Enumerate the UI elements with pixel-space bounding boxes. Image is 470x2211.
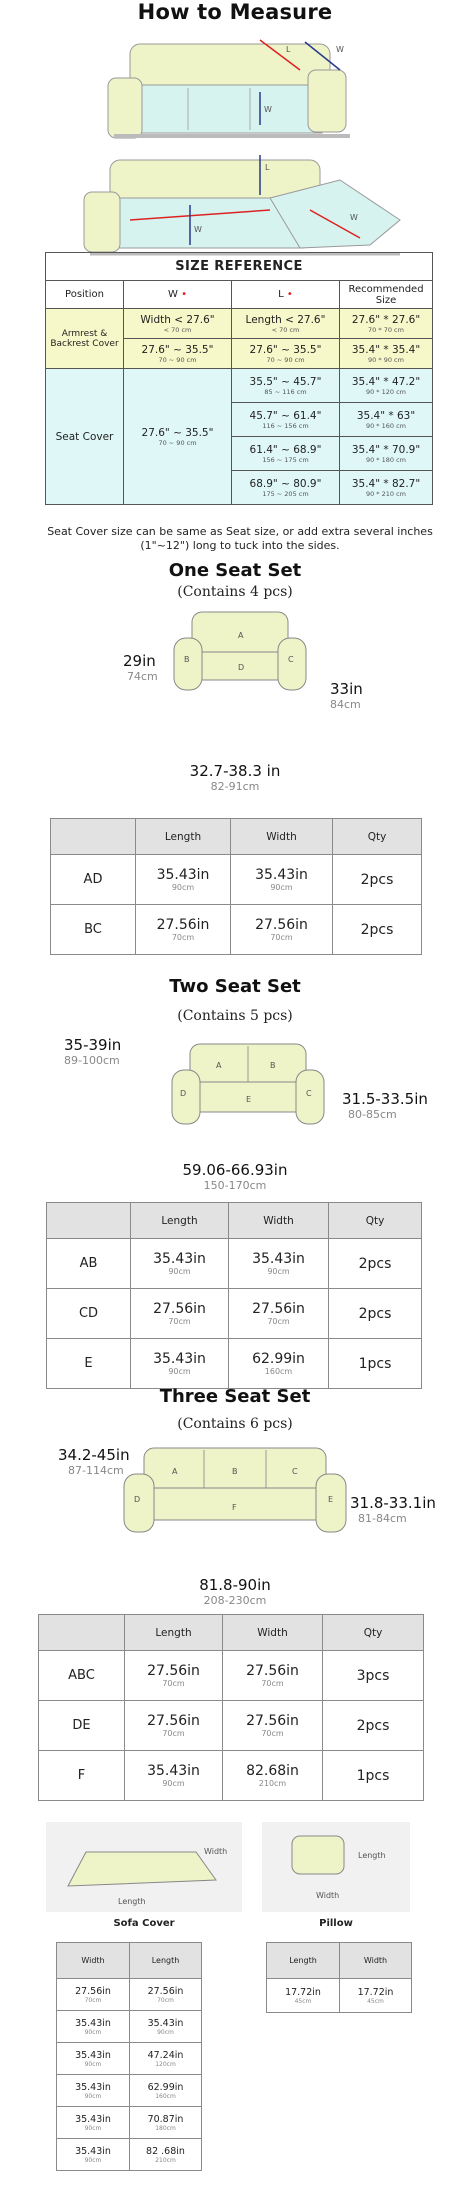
part-a: A — [172, 1467, 178, 1476]
sofa-cover-panel — [46, 1822, 242, 1912]
seat-row-l: 35.5" ~ 45.7" 85 ~ 116 cm — [232, 369, 340, 403]
part-b: B — [270, 1061, 276, 1070]
table-row: AD 35.43in 90cm 35.43in 90cm 2pcs — [51, 855, 422, 905]
part-a: A — [216, 1061, 222, 1070]
seat-width: 27.6" ~ 35.5" 70 ~ 90 cm — [124, 369, 232, 505]
one-seat-right-in: 33in — [330, 680, 363, 698]
header-length: Length — [267, 1943, 340, 1979]
arm-row-l: 27.6" ~ 35.5" 70 ~ 90 cm — [232, 339, 340, 369]
sofa-cover-caption: Sofa Cover — [113, 1918, 175, 1929]
diagram-label-l: L — [286, 45, 291, 54]
col-width: W • — [124, 281, 232, 309]
part-c: C — [306, 1089, 312, 1098]
three-seat-table — [38, 1614, 424, 1801]
three-seat-measure-diagram — [100, 30, 380, 150]
header-qty: Qty — [333, 819, 422, 855]
pillow-caption: Pillow — [319, 1918, 353, 1929]
one-seat-bottom-cm: 82-91cm — [210, 780, 260, 793]
table-row: DE 27.56in 70cm 27.56in 70cm 2pcs — [39, 1701, 424, 1751]
size-reference-table — [45, 252, 433, 505]
table-row: 35.43in 90cm 35.43in 90cm — [57, 2011, 202, 2043]
three-seat-title: Three Seat Set — [159, 1386, 311, 1407]
sofa-cover-width-label: Width — [204, 1847, 228, 1856]
table-row: ABC 27.56in 70cm 27.56in 70cm 3pcs — [39, 1651, 424, 1701]
seat-row-r: 35.4" * 82.7" 90 * 210 cm — [340, 471, 433, 505]
col-length: L • — [232, 281, 340, 309]
table-row: 35.43in 90cm 47.24in 120cm — [57, 2043, 202, 2075]
one-seat-right-cm: 84cm — [330, 698, 361, 711]
seat-row-l: 68.9" ~ 80.9" 175 ~ 205 cm — [232, 471, 340, 505]
two-seat-subtitle: (Contains 5 pcs) — [177, 1008, 293, 1024]
two-seat-left-cm: 89-100cm — [64, 1054, 120, 1067]
table-row: E 35.43in 90cm 62.99in 160cm 1pcs — [47, 1339, 422, 1389]
three-seat-right-in: 31.8-33.1in — [350, 1494, 436, 1512]
diagram2-label-l: L — [265, 163, 270, 172]
header-length: Length — [125, 1615, 223, 1651]
three-seat-right-cm: 81-84cm — [358, 1512, 407, 1525]
header-width: Width — [340, 1943, 412, 1979]
seat-row-l: 61.4" ~ 68.9" 156 ~ 175 cm — [232, 437, 340, 471]
table-row: 17.72in 45cm 17.72in 45cm — [267, 1979, 412, 2013]
table-row: CD 27.56in 70cm 27.56in 70cm 2pcs — [47, 1289, 422, 1339]
header-width: Width — [229, 1203, 329, 1239]
seat-cover-note: Seat Cover size can be same as Seat size, or add extra several inches (1"~12") long to tuck into the sides. — [47, 525, 433, 552]
one-seat-left-cm: 74cm — [127, 670, 158, 683]
two-seat-table — [46, 1202, 422, 1389]
part-d: D — [238, 663, 245, 672]
armrest-label: Armrest & Backrest Cover — [46, 309, 124, 369]
one-seat-title: One Seat Set — [168, 560, 302, 581]
arm-row-r: 27.6" * 27.6" 70 * 70 cm — [340, 309, 433, 339]
one-seat-sofa-illustration — [170, 608, 310, 698]
one-seat-bottom-in: 32.7-38.3 in — [189, 762, 281, 780]
one-seat-left-in: 29in — [123, 652, 156, 670]
two-seat-title: Two Seat Set — [169, 976, 301, 997]
header-qty: Qty — [329, 1203, 422, 1239]
pillow-panel — [262, 1822, 410, 1912]
seat-row-r: 35.4" * 47.2" 90 * 120 cm — [340, 369, 433, 403]
header-length: Length — [136, 819, 231, 855]
part-f: F — [232, 1503, 237, 1512]
two-seat-bottom-cm: 150-170cm — [203, 1179, 267, 1192]
sectional-measure-diagram — [70, 150, 410, 260]
header-width: Width — [223, 1615, 323, 1651]
three-seat-bottom-in: 81.8-90in — [199, 1576, 271, 1594]
part-c: C — [288, 655, 294, 664]
header-length: Length — [131, 1203, 229, 1239]
two-seat-right-in: 31.5-33.5in — [342, 1090, 428, 1108]
seat-row-r: 35.4" * 63" 90 * 160 cm — [340, 403, 433, 437]
one-seat-subtitle: (Contains 4 pcs) — [177, 584, 293, 600]
table-row: 35.43in 90cm 62.99in 160cm — [57, 2075, 202, 2107]
table-row: BC 27.56in 70cm 27.56in 70cm 2pcs — [51, 905, 422, 955]
page-title: How to Measure — [137, 0, 333, 24]
sofa-cover-table — [56, 1942, 202, 2171]
pillow-icon — [262, 1822, 410, 1912]
size-reference-title: SIZE REFERENCE — [46, 253, 433, 281]
header-width: Width — [231, 819, 333, 855]
part-c: C — [292, 1467, 298, 1476]
three-seat-left-in: 34.2-45in — [58, 1446, 130, 1464]
diagram-label-w-seat: W — [264, 105, 272, 114]
table-row: 35.43in 90cm 82 .68in 210cm — [57, 2139, 202, 2171]
header-length: Length — [130, 1943, 202, 1979]
two-seat-right-cm: 80-85cm — [348, 1108, 397, 1121]
pillow-table — [266, 1942, 412, 2013]
diagram-label-w: W — [336, 45, 344, 54]
part-d: D — [134, 1495, 141, 1504]
part-d: D — [180, 1089, 187, 1098]
table-row: 35.43in 90cm 70.87in 180cm — [57, 2107, 202, 2139]
arm-row-w: 27.6" ~ 35.5" 70 ~ 90 cm — [124, 339, 232, 369]
header-blank — [39, 1615, 125, 1651]
three-seat-bottom-cm: 208-230cm — [203, 1594, 267, 1607]
arm-row-r: 35.4" * 35.4" 90 * 90 cm — [340, 339, 433, 369]
one-seat-table — [50, 818, 422, 955]
two-seat-sofa-illustration — [168, 1040, 328, 1130]
col-position: Position — [46, 281, 124, 309]
part-a: A — [238, 631, 244, 640]
header-blank — [51, 819, 136, 855]
diagram2-label-w2: W — [350, 213, 358, 222]
pillow-length-label: Length — [358, 1851, 386, 1860]
part-e: E — [328, 1495, 334, 1504]
header-blank — [47, 1203, 131, 1239]
part-b: B — [232, 1467, 238, 1476]
sofa-cover-icon — [46, 1822, 242, 1912]
arm-row-w: Width < 27.6" < 70 cm — [124, 309, 232, 339]
three-seat-sofa-illustration — [120, 1444, 350, 1540]
seat-row-l: 45.7" ~ 61.4" 116 ~ 156 cm — [232, 403, 340, 437]
table-row: F 35.43in 90cm 82.68in 210cm 1pcs — [39, 1751, 424, 1801]
header-qty: Qty — [323, 1615, 424, 1651]
seat-row-r: 35.4" * 70.9" 90 * 180 cm — [340, 437, 433, 471]
three-seat-left-cm: 87-114cm — [68, 1464, 124, 1477]
pillow-width-label: Width — [316, 1891, 340, 1900]
sofa-cover-length-label: Length — [118, 1897, 146, 1906]
diagram2-label-w: W — [194, 225, 202, 234]
part-e: E — [246, 1095, 252, 1104]
seat-cover-label: Seat Cover — [46, 369, 124, 505]
col-recommended: Recommended Size — [340, 281, 433, 309]
three-seat-subtitle: (Contains 6 pcs) — [177, 1416, 293, 1432]
table-row: 27.56in 70cm 27.56in 70cm — [57, 1979, 202, 2011]
arm-row-l: Length < 27.6" < 70 cm — [232, 309, 340, 339]
header-width: Width — [57, 1943, 130, 1979]
two-seat-left-in: 35-39in — [64, 1036, 122, 1054]
table-row: AB 35.43in 90cm 35.43in 90cm 2pcs — [47, 1239, 422, 1289]
part-b: B — [184, 655, 190, 664]
two-seat-bottom-in: 59.06-66.93in — [182, 1161, 288, 1179]
